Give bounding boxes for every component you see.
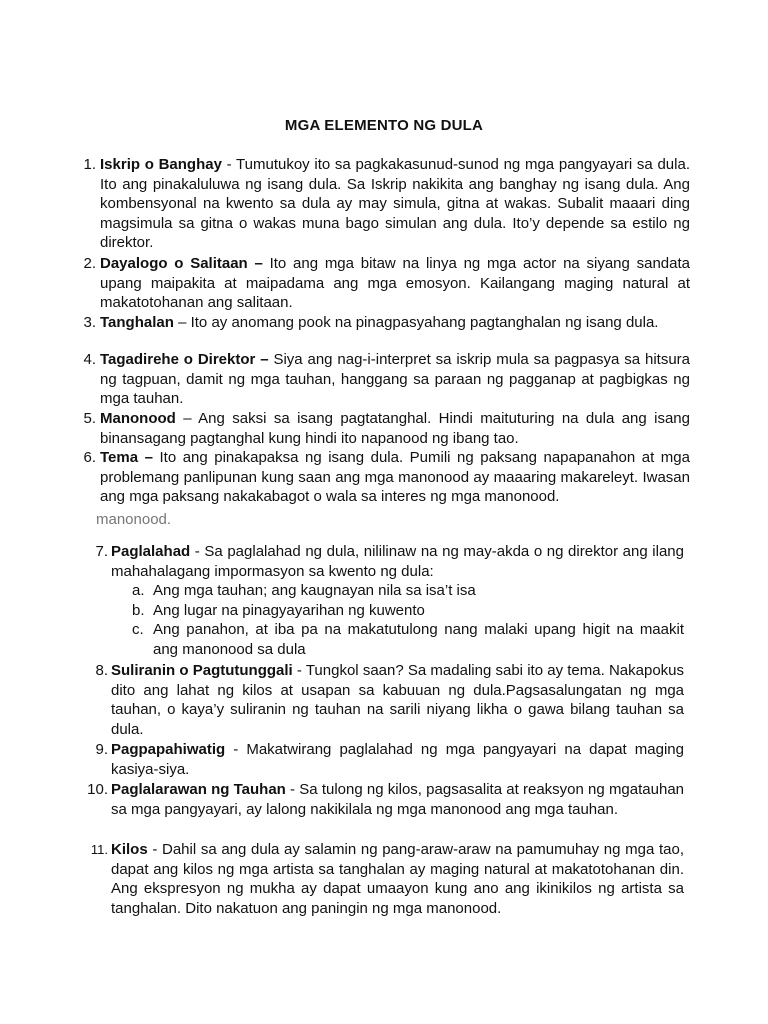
item-description: Ito ang mga bitaw na linya ng mga actor na siyang sandata upang maipakita at maipadama ang mga emosyon. Kailangang maging natural at makatotohanan ang salitaan. xyxy=(100,255,691,312)
list-item: 11. Kilos - Dahil sa ang dula ay salamin ng pang-araw-araw na pamumuhay ng mga tao, dapat ang kilos ng mga artista sa tanghalan ay maging natural at makatotohanan din. Ang ekspresyon ng mukha ay dapat umaayon kung ano ang ikinikilos ng artista sa tanghalan. Dito nakatuon ang paningin ng mga manonood. xyxy=(82,840,684,918)
sub-list-item: b. Ang lugar na pinagyayarihan ng kuwento xyxy=(132,601,425,619)
item-number: 2. xyxy=(83,255,96,272)
sub-list-item: c. Ang panahon, at iba pa na makatutulong nang malaki upang higit na maakit ang manonood sa dula xyxy=(132,621,684,658)
item-term: Tagadirehe o Direktor – xyxy=(100,351,269,368)
item-term: Pagpapahiwatig xyxy=(111,741,226,758)
item-description: Ito ang pinakapaksa ng isang dula. Pumili ng paksang napapanahon at mga problemang panlipunan kung saan ang mga manonood ay maaaring makareleyt. Iwasan ang mga paksang nakakabagot o wala sa interes ng mga manonood. xyxy=(100,449,690,506)
item-number: 5. xyxy=(83,410,96,427)
item-number: 3. xyxy=(83,314,96,331)
item-term: Paglalarawan ng Tauhan xyxy=(111,781,286,798)
item-description: Dahil sa ang dula ay salamin ng pang-araw-araw na pamumuhay ng mga tao, dapat ang kilos ng mga artista sa tanghalan ay maging natural at makatotohanan din. Ang ekspresyon ng mukha ay dapat umaayon kung ano ang ikinikilos ng artista sa tanghalan. Dito nakatuon ang paningin ng mga manonood. xyxy=(111,841,684,917)
item-term: Manonood xyxy=(100,410,176,427)
list-item: 8. Suliranin o Pagtutunggali - Tungkol saan? Sa madaling sabi ito ay tema. Nakapokus dito ang lahat ng kilos at usapan sa kabuuan ng dula.Pagsasalungatan ng mga tauhan, o kaya’y suliranin ng tauhan na sarili niyang likha o gawa bilang tauhan sa dula. xyxy=(82,661,684,739)
list-item: 10. Paglalarawan ng Tauhan - Sa tulong ng kilos, pagsasalita at reaksyon ng mgatauhan sa mga pangyayari, ay lalong nakikilala ng mga manonood ang mga tauhan. xyxy=(82,780,684,819)
item-number: 10. xyxy=(87,781,108,798)
list-item: 3. Tanghalan – Ito ay anomang pook na pinagpasyahang pagtanghalan ng isang dula. xyxy=(70,313,690,333)
item-description: Tumutukoy ito sa pagkakasunud-sunod ng mga pangyayari sa dula. Ito ang pinakaluluwa ng isang dula. Sa Iskrip nakikita ang banghay ng isang dula. Ang kombensyonal na kwento sa dula ay may simula, gitna at wakas. Subalit maaari ding magsimula sa gitna o wakas muna bago simulan ang dula. Ito’y depende sa estilo ng direktor. xyxy=(100,156,690,252)
list-item xyxy=(70,350,690,409)
item-term: Paglalahad xyxy=(111,543,191,560)
list-item: 5. Manonood – Ang saksi sa isang pagtatanghal. Hindi maituturing na dula ang isang binansagang pagtanghal kung hindi ito napanood ng ibang tao. xyxy=(70,409,690,448)
list-item: 9. Pagpapahiwatig - Makatwirang paglalahad ng mga pangyayari na dapat maging kasiya-siya. xyxy=(82,740,684,779)
item-number: 9. xyxy=(95,741,108,758)
item-description: Tungkol saan? Sa madaling sabi ito ay tema. Nakapokus dito ang lahat ng kilos at usapan sa kabuuan ng dula.Pagsasalungatan ng mga tauhan, o kaya’y suliranin ng tauhan na sarili niyang likha o gawa bilang tauhan sa dula. xyxy=(111,662,685,738)
sub-list xyxy=(132,581,684,659)
item-number: 1. xyxy=(83,156,96,173)
page-break-fragment: manonood. xyxy=(96,511,172,528)
item-number: 11. xyxy=(90,842,108,857)
sub-list-item: a. Ang mga tauhan; ang kaugnayan nila sa isa’t isa xyxy=(132,582,476,600)
sub-item-letter: c. xyxy=(132,621,144,639)
item-number: 6. xyxy=(83,449,96,466)
list-item: 7. Paglalahad - Sa paglalahad ng dula, nililinaw na ng may-akda o ng direktor ang ilang mahahalagang impormasyon sa kwento ng dula: a. Ang mga tauhan; ang kaugnayan nila sa isa’t isa b. Ang lugar na pinagyayarihan ng kuwento c. Ang panahon, at iba pa na makatutulong nang malaki upang higit na maakit ang manonood sa dula xyxy=(82,542,684,660)
item-description: Sa tulong ng kilos, pagsasalita at reaksyon ng mgatauhan sa mga pangyayari, ay lalong nakikilala ng mga manonood ang mga tauhan. xyxy=(111,781,684,818)
item-description: Ang saksi sa isang pagtatanghal. Hindi maituturing na dula ang isang binansagang pagtanghal kung hindi ito napanood ng ibang tao. xyxy=(100,410,690,447)
list-item xyxy=(70,448,690,507)
list-item xyxy=(70,254,690,313)
item-term: Dayalogo o Salitaan – xyxy=(100,255,263,272)
item-term: Suliranin o Pagtutunggali xyxy=(111,662,293,679)
list-item: 1. Iskrip o Banghay - Tumutukoy ito sa pagkakasunud-sunod ng mga pangyayari sa dula. Ito ang pinakaluluwa ng isang dula. Sa Iskrip nakikita ang banghay ng isang dula. Ang kombensyonal na kwento sa dula ay may simula, gitna at wakas. Subalit maaari ding magsimula sa gitna o wakas muna bago simulan ang dula. Ito’y depende sa estilo ng direktor. xyxy=(70,155,690,253)
item-term: Tanghalan xyxy=(100,314,174,331)
item-term: Kilos xyxy=(111,841,148,858)
item-number: 8. xyxy=(95,662,108,679)
item-number: 4. xyxy=(83,351,96,368)
sub-item-letter: a. xyxy=(132,582,145,600)
item-description: Siya ang nag-i-interpret sa iskrip mula sa pagpasya sa hitsura ng tagpuan, damit ng mga tauhan, hanggang sa paraan ng pagganap at pagbigkas ng mga tauhan. xyxy=(100,351,690,408)
sub-item-letter: b. xyxy=(132,601,145,619)
item-description: Ito ay anomang pook na pinagpasyahang pagtanghalan ng isang dula. xyxy=(190,314,659,331)
item-number: 7. xyxy=(95,543,108,560)
item-term: Iskrip o Banghay xyxy=(100,156,222,173)
document-title: MGA ELEMENTO NG DULA xyxy=(284,117,484,134)
item-description: Sa paglalahad ng dula, nililinaw na ng may-akda o ng direktor ang ilang mahahalagang impormasyon sa kwento ng dula: xyxy=(111,543,684,580)
item-term: Tema – xyxy=(100,449,153,466)
item-description: Makatwirang paglalahad ng mga pangyayari na dapat maging kasiya-siya. xyxy=(111,741,684,778)
